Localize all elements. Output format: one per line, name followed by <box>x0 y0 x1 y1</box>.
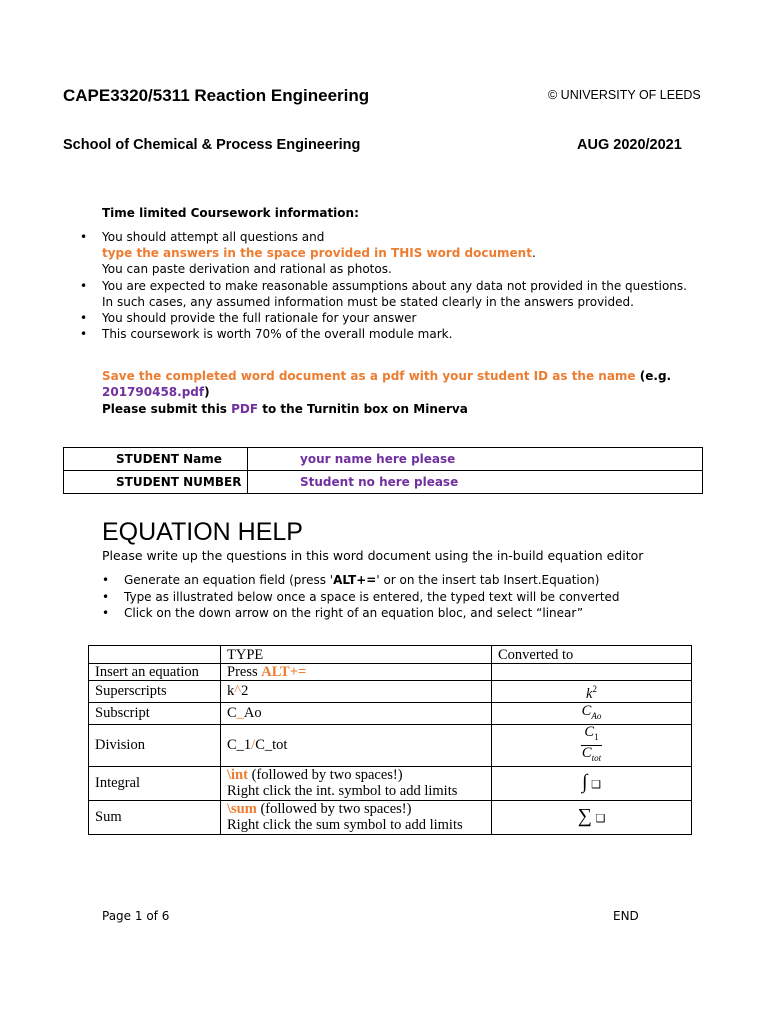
info-bullet-list <box>80 229 720 342</box>
type-cell: Press ALT+= <box>221 664 492 681</box>
type-cell: \sum (followed by two spaces!) Right click the sum symbol to add limits <box>221 800 492 834</box>
converted-cell <box>492 766 692 800</box>
row-label: Superscripts <box>89 681 221 703</box>
copyright-notice: © UNIVERSITY OF LEEDS <box>548 88 701 102</box>
example-filename: 201790458.pdf <box>102 385 205 400</box>
student-details-table <box>63 447 703 494</box>
converted-cell: $C_{Ao}$ <box>492 702 692 724</box>
table-row <box>89 702 692 724</box>
info-heading: Time limited Coursework information: <box>102 206 359 220</box>
integral-icon: ∫ <box>582 770 588 793</box>
table-row <box>89 664 692 681</box>
type-cell: C_Ao <box>221 702 492 724</box>
equation-bullet: • Click on the down arrow on the right of an equation bloc, and select “linear” <box>102 606 584 620</box>
row-label: Subscript <box>89 702 221 724</box>
page-number: Page 1 of 6 <box>102 909 170 923</box>
converted-cell <box>492 724 692 766</box>
submission-instructions <box>102 368 768 417</box>
table-row <box>89 724 692 766</box>
info-bullet <box>80 229 720 278</box>
type-cell: \int (followed by two spaces!) Right click the int. symbol to add limits <box>221 766 492 800</box>
bullet-icon: • <box>80 230 88 244</box>
sum-icon: ∑ <box>577 804 592 827</box>
info-bullet <box>80 310 720 326</box>
converted-cell <box>492 664 692 681</box>
school-name: School of Chemical & Process Engineering <box>63 137 361 153</box>
bullet-text: You should provide the full rationale for your answer <box>102 311 417 326</box>
shortcut-key: ALT+= <box>333 573 377 587</box>
type-cell: k^2 <box>221 681 492 703</box>
row-label: Sum <box>89 800 221 834</box>
bullet-text: You can paste derivation and rational as photos. <box>102 262 392 277</box>
table-header-row <box>89 646 692 664</box>
info-bullet <box>80 278 720 310</box>
table-row <box>64 448 703 471</box>
save-instruction: Save the completed word document as a pdf with your student ID as the name (e.g. 201790458.pdf) <box>102 369 672 400</box>
converted-cell <box>492 800 692 834</box>
student-name-label: STUDENT Name <box>64 448 248 471</box>
bullet-text: In such cases, any assumed information must be stated clearly in the answers provided. <box>102 294 634 309</box>
header-cell: TYPE <box>221 646 492 664</box>
equation-bullet: • Generate an equation field (press 'ALT+=' or on the insert tab Insert.Equation) <box>102 573 600 587</box>
bullet-text: You should attempt all questions and <box>102 230 325 244</box>
row-label: Integral <box>89 766 221 800</box>
course-title: CAPE3320/5311 Reaction Engineering <box>63 86 370 105</box>
table-row <box>89 766 692 800</box>
bullet-icon: • <box>80 278 88 293</box>
row-label: Insert an equation <box>89 664 221 681</box>
bullet-icon: • <box>102 573 110 587</box>
bullet-text: type the answers in the space provided in THIS word document. <box>102 246 536 261</box>
row-label: Division <box>89 724 221 766</box>
student-name-field[interactable]: your name here please <box>248 448 703 471</box>
placeholder-box-icon: ❑ <box>595 812 606 825</box>
header-cell <box>89 646 221 664</box>
bullet-text: You are expected to make reasonable assumptions about any data not provided in the questions. <box>102 278 687 293</box>
exam-date: AUG 2020/2021 <box>577 137 682 153</box>
student-number-field[interactable]: Student no here please <box>248 471 703 494</box>
placeholder-box-icon: ❑ <box>591 778 601 791</box>
bullet-icon: • <box>80 311 88 326</box>
bullet-icon: • <box>80 327 88 342</box>
equation-help-bullets <box>102 572 620 622</box>
converted-cell: $k^2$ <box>492 681 692 703</box>
equation-bullet: • Type as illustrated below once a space is entered, the typed text will be converted <box>102 589 620 604</box>
table-row <box>89 800 692 834</box>
highlight-text: type the answers in the space provided in THIS word document <box>102 246 532 261</box>
student-number-label: STUDENT NUMBER <box>64 471 248 494</box>
info-bullet <box>80 326 720 342</box>
fraction: $\frac{C_1}{C_{tot}}$ <box>581 723 602 763</box>
end-marker: END <box>613 909 639 923</box>
bullet-icon: • <box>102 589 110 604</box>
submit-instruction: Please submit this PDF to the Turnitin box on Minerva <box>102 401 468 416</box>
bullet-text: This coursework is worth 70% of the overall module mark. <box>102 327 453 342</box>
table-row <box>89 681 692 703</box>
equation-help-subtitle: Please write up the questions in this word document using the in-build equation editor <box>102 548 644 563</box>
bullet-icon: • <box>102 606 110 620</box>
type-cell: C_1/C_tot <box>221 724 492 766</box>
header-cell: Converted to <box>492 646 692 664</box>
table-row <box>64 471 703 494</box>
equation-help-heading: EQUATION HELP <box>102 518 303 546</box>
equation-help-table <box>88 645 692 835</box>
